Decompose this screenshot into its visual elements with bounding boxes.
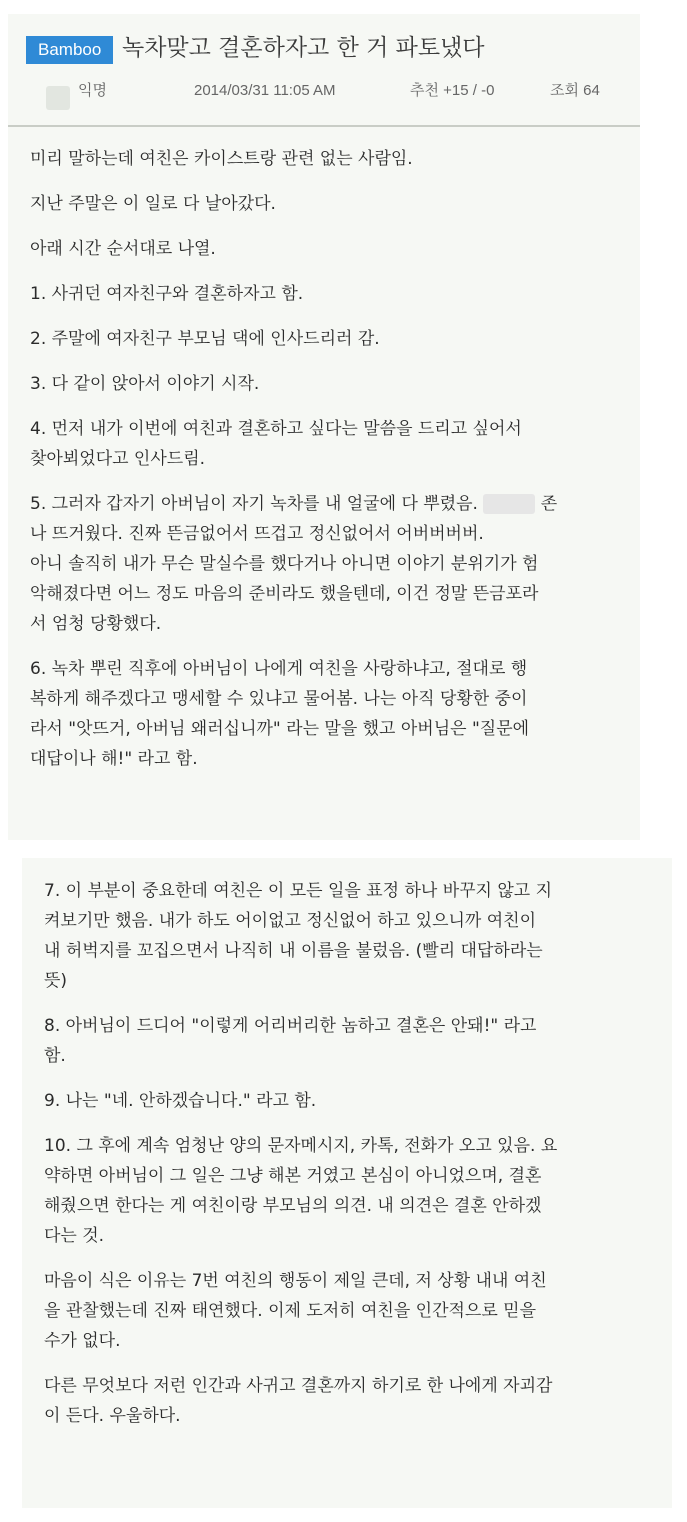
text-line: 7. 이 부분이 중요한데 여친은 이 모든 일을 표정 하나 바꾸지 않고 지 [44, 881, 553, 901]
text-line: 을 관찰했는데 진짜 태연했다. 이제 도저히 여친을 인간적으로 믿을 [44, 1301, 537, 1321]
text-line: 나 뜨거웠다. 진짜 뜬금없어서 뜨겁고 정신없어서 어버버버버. [30, 524, 484, 544]
text-line: 8. 아버님이 드디어 "이렇게 어리버리한 놈하고 결혼은 안돼!" 라고 [44, 1016, 537, 1036]
text-line: 다른 무엇보다 저런 인간과 사귀고 결혼까지 하기로 한 나에게 자괴감 [44, 1376, 553, 1396]
list-item: 9. 나는 "네. 안하겠습니다." 라고 함. [44, 1091, 317, 1111]
text-line: 4. 먼저 내가 이번에 여친과 결혼하고 싶다는 말씀을 드리고 싶어서 [30, 419, 522, 439]
board-tag[interactable]: Bamboo [26, 36, 113, 64]
post-body-part2 [44, 876, 664, 1446]
post-card-bottom [22, 858, 672, 1508]
list-item: 2. 주말에 여자친구 부모님 댁에 인사드리러 감. [30, 329, 380, 349]
text-line: 10. 그 후에 계속 엄청난 양의 문자메시지, 카톡, 전화가 오고 있음. 요 [44, 1136, 558, 1156]
text-line: 대답이나 해!" 라고 함. [30, 749, 198, 769]
text-line: 수가 없다. [44, 1331, 121, 1351]
text-line: 켜보기만 했음. 내가 하도 어이없고 정신없어 하고 있으니까 여친이 [44, 911, 537, 931]
text-segment: 5. 그러자 갑자기 아버님이 자기 녹차를 내 얼굴에 다 뿌렸음. [30, 494, 484, 514]
text-line: 악해졌다면 어느 정도 마음의 준비라도 했을텐데, 이건 정말 뜬금포라 [30, 584, 539, 604]
text-line: 6. 녹차 뿌린 직후에 아버님이 나에게 여친을 사랑하냐고, 절대로 행 [30, 659, 528, 679]
paragraph: 미리 말하는데 여친은 카이스트랑 관련 없는 사람임. [30, 149, 413, 169]
text-line: 내 허벅지를 꼬집으면서 나직히 내 이름을 불렀음. (빨리 대답하라는 [44, 941, 543, 961]
list-item: 1. 사귀던 여자친구와 결혼하자고 함. [30, 284, 304, 304]
text-line: 복하게 해주겠다고 맹세할 수 있냐고 물어봄. 나는 아직 당황한 중이 [30, 689, 528, 709]
text-line: 서 엄청 당황했다. [30, 614, 162, 634]
text-line: 다는 것. [44, 1226, 105, 1246]
list-item [44, 1131, 664, 1251]
post-title: 녹차맞고 결혼하자고 한 거 파토냈다 [122, 35, 485, 61]
list-item: 3. 다 같이 앉아서 이야기 시작. [30, 374, 260, 394]
censored-blur [483, 494, 535, 514]
paragraph: 지난 주말은 이 일로 다 날아갔다. [30, 194, 276, 214]
post-card-top [8, 14, 640, 840]
post-datetime: 2014/03/31 11:05 AM [194, 82, 336, 99]
paragraph [44, 1266, 664, 1356]
list-item [44, 876, 664, 996]
text-segment: 존 [535, 494, 558, 514]
list-item [44, 1011, 664, 1071]
text-line: 함. [44, 1046, 66, 1066]
text-line: 해줬으면 한다는 게 여친이랑 부모님의 의견. 내 의견은 결혼 안하겠 [44, 1196, 542, 1216]
view-count: 조회 64 [550, 82, 600, 99]
author-name[interactable]: 익명 [78, 82, 107, 99]
text-line: 마음이 식은 이유는 7번 여친의 행동이 제일 큰데, 저 상황 내내 여친 [44, 1271, 547, 1291]
avatar [46, 86, 70, 110]
list-item [30, 489, 630, 639]
list-item [30, 414, 630, 474]
text-line [30, 489, 630, 519]
text-line: 약하면 아버님이 그 일은 그냥 해본 거였고 본심이 아니었으며, 결혼 [44, 1166, 542, 1186]
vote-count[interactable]: 추천 +15 / -0 [410, 82, 495, 99]
text-line: 뜻) [44, 971, 68, 991]
list-item [30, 654, 630, 774]
text-line: 이 든다. 우울하다. [44, 1406, 181, 1426]
text-line: 라서 "앗뜨거, 아버님 왜러십니까" 라는 말을 했고 아버님은 "질문에 [30, 719, 530, 739]
text-line: 찾아뵈었다고 인사드림. [30, 449, 206, 469]
post-body-part1 [30, 144, 630, 789]
paragraph [44, 1371, 664, 1431]
paragraph: 아래 시간 순서대로 나열. [30, 239, 216, 259]
text-line: 아니 솔직히 내가 무슨 말실수를 했다거나 아니면 이야기 분위기가 험 [30, 554, 539, 574]
header-divider [8, 125, 640, 127]
post-header [8, 14, 640, 126]
